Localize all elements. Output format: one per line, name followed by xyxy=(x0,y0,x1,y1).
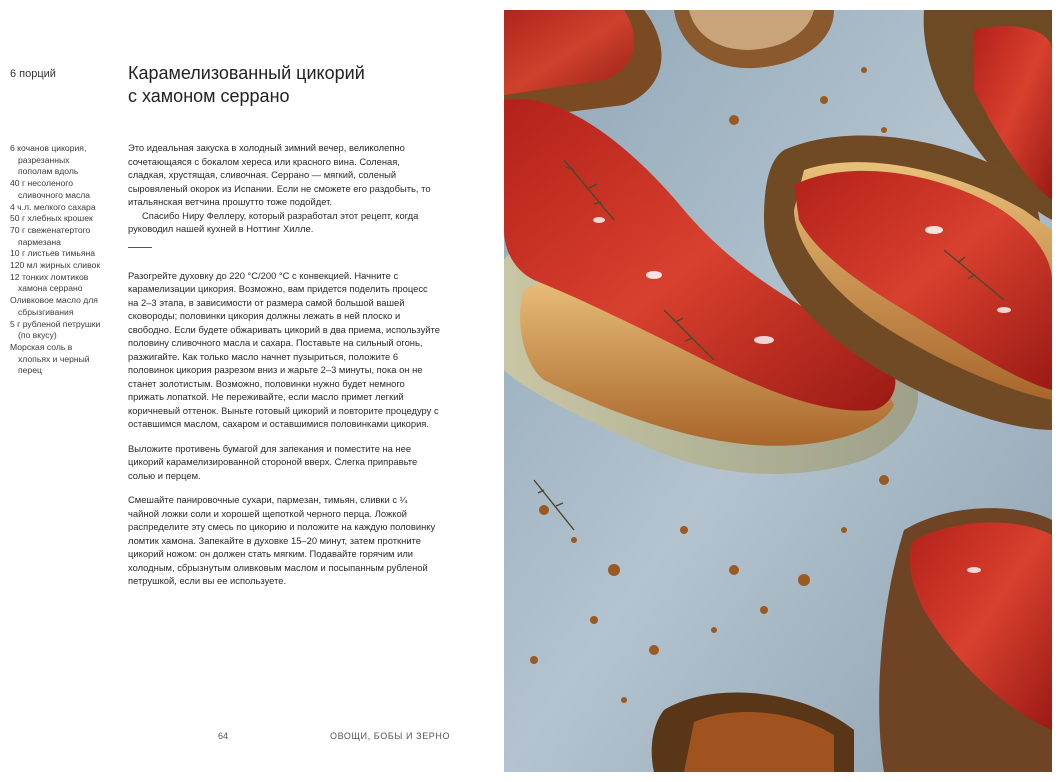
ingredient-item: 50 г хлебных крошек xyxy=(10,213,93,224)
ingredient-item: 70 г свеженатертого пармезана xyxy=(10,224,91,247)
ingredient-item: 5 г рубленой петрушки (по вкусу) xyxy=(10,318,101,341)
recipe-body xyxy=(128,141,440,599)
title-line-1: Карамелизованный цикорий xyxy=(128,63,365,83)
ingredients-list xyxy=(10,143,106,377)
intro-paragraph: Это идеальная закуска в холодный зимний вечер, великолепно сочетающаяся с бокалом хереса или красного вина. Соленая, сладкая, хрустящая, сливочная. Серрано — мягкий, соленый сыровяленый окорок из Испании. Если не сможете его раздобыть, то итальянская ветчина прошутто тоже подойдет. xyxy=(128,142,431,207)
ingredient-item: 10 г листьев тимьяна xyxy=(10,248,96,259)
ingredient-item: 12 тонких ломтиков хамона серрано xyxy=(10,271,89,294)
left-page xyxy=(0,0,504,782)
ingredient-item: 6 кочанов цикория, разрезанных пополам вдоль xyxy=(10,143,87,177)
ingredient-item: Морская соль в хлопьях и черный перец xyxy=(10,341,90,376)
food-photo xyxy=(504,10,1052,772)
ingredient-item: 120 мл жирных сливок xyxy=(10,260,101,271)
page-number: 64 xyxy=(218,731,229,741)
title-line-2: с хамоном серрано xyxy=(128,86,290,106)
recipe-title xyxy=(128,62,488,108)
ingredient-item: Оливковое масло для сбрызгивания xyxy=(10,295,98,317)
ingredient-item: 40 г несоленого сливочного масла xyxy=(10,178,91,200)
section-title: ОВОЩИ, БОБЫ И ЗЕРНО xyxy=(330,731,451,741)
servings-label: 6 порций xyxy=(10,68,56,80)
method-step: Разогрейте духовку до 220 °C/200 °C с конвекцией. Начните с карамелизации цикория. Возможно, вам придется поделить процесс на 2–3 этапа, в зависимости от размера самой большой вашей сковороды; половинки цикория должны лежать в ней плоско и свободно. Если будете обжаривать цикорий в два приема, используйте половину сливочного масла и сахара. Поставьте на сильный огонь, разжигайте. Как только масло начнет пузыриться, положите 6 половинок цикория разрезом вниз и жарьте 2–3 минуты, пока он не станет золотистым. Возможно, половинки нужно будет немного прижать лопаткой. Не переживайте, если масло примет легкий коричневый оттенок. Выньте готовый цикорий и повторите процедуру с оставшимся маслом, сахаром и оставшимися половинками цикория. xyxy=(128,269,440,429)
method-step: Смешайте панировочные сухари, пармезан, тимьян, сливки с ¼ чайной ложки соли и хорошей щепоткой черного перца. Ложкой распределите эту смесь по цикорию и положите на каждую половинку ломтик хамона. Запекайте в духовке 15–20 минут, затем проткните цикорий ножом: он должен стать мягким. Подавайте горячим или холодным, сбрызнутым оливковым маслом и посыпанным рубленой петрушкой, если вы ее используете. xyxy=(128,494,436,586)
food-photo-icon xyxy=(504,10,1052,772)
section-divider xyxy=(128,247,152,248)
ingredient-item: 4 ч.л. мелкого сахара xyxy=(10,201,96,212)
intro-paragraph: Спасибо Ниру Феллеру, который разработал этот рецепт, когда руководил нашей кухней в Ноттинг Хилле. xyxy=(128,209,419,234)
method-step: Выложите противень бумагой для запекания и поместите на нее цикорий карамелизированной стороной вверх. Слегка приправьте солью и перцем. xyxy=(128,442,418,481)
